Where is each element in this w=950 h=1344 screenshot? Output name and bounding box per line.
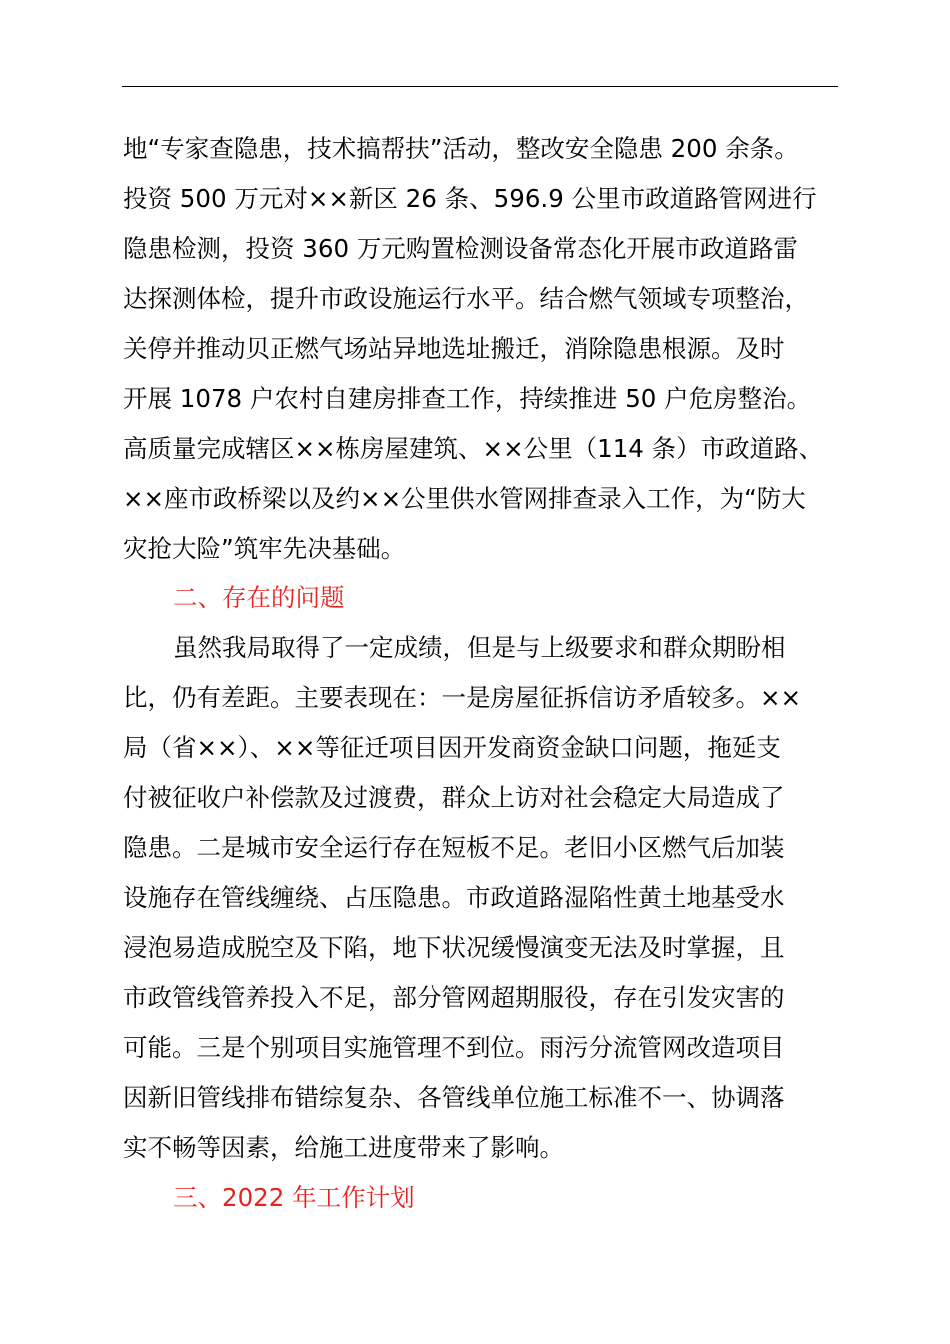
paragraph-line: 实不畅等因素，给施工进度带来了影响。 [123, 1133, 564, 1162]
header-rule [122, 86, 838, 87]
paragraph-line: 投资 500 万元对××新区 26 条、596.9 公里市政道路管网进行 [123, 184, 817, 213]
section-heading-problems: 二、存在的问题 [173, 583, 345, 612]
paragraph-line: 因新旧管线排布错综复杂、各管线单位施工标准不一、协调落 [123, 1083, 785, 1112]
paragraph-line: 局（省××）、××等征迁项目因开发商资金缺口问题，拖延支 [123, 733, 781, 762]
paragraph-line: 浸泡易造成脱空及下陷，地下状况缓慢演变无法及时掌握，且 [123, 933, 785, 962]
paragraph-line: 达探测体检，提升市政设施运行水平。结合燃气领域专项整治， [123, 284, 809, 313]
paragraph-line: 地“专家查隐患，技术搞帮扶”活动，整改安全隐患 200 余条。 [123, 134, 799, 163]
paragraph-line: 付被征收户补偿款及过渡费，群众上访对社会稳定大局造成了 [123, 783, 785, 812]
paragraph-line: 市政管线管养投入不足，部分管网超期服役，存在引发灾害的 [123, 983, 785, 1012]
paragraph-line: 关停并推动贝正燃气场站异地选址搬迁，消除隐患根源。及时 [123, 334, 785, 363]
paragraph-line: 设施存在管线缠绕、占压隐患。市政道路湿陷性黄土地基受水 [123, 883, 785, 912]
paragraph-line: ××座市政桥梁以及约××公里供水管网排查录入工作，为“防大 [123, 484, 806, 513]
paragraph-line: 隐患检测，投资 360 万元购置检测设备常态化开展市政道路雷 [123, 234, 798, 263]
paragraph-line: 灾抢大险”筑牢先决基础。 [123, 534, 406, 563]
paragraph-line: 虽然我局取得了一定成绩，但是与上级要求和群众期盼相 [173, 633, 786, 662]
paragraph-line: 可能。三是个别项目实施管理不到位。雨污分流管网改造项目 [123, 1033, 785, 1062]
paragraph-line: 隐患。二是城市安全运行存在短板不足。老旧小区燃气后加装 [123, 833, 785, 862]
paragraph-line: 开展 1078 户农村自建房排查工作，持续推进 50 户危房整治。 [123, 384, 812, 413]
paragraph-line: 高质量完成辖区××栋房屋建筑、××公里（114 条）市政道路、 [123, 434, 824, 463]
section-heading-plan: 三、2022 年工作计划 [173, 1183, 415, 1212]
paragraph-line: 比，仍有差距。主要表现在：一是房屋征拆信访矛盾较多。×× [123, 683, 802, 712]
